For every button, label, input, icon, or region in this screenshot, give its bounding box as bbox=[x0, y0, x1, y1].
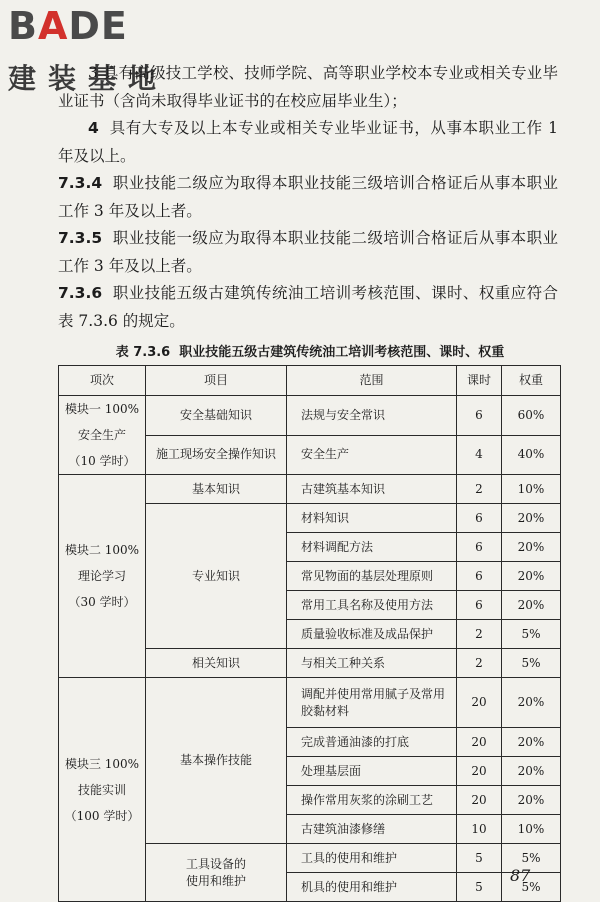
paragraph-item-4: 4 具有大专及以上本专业或相关专业毕业证书，从事本职业工作 1 年及以上。 bbox=[58, 119, 559, 165]
table-caption: 表 7.3.6 职业技能五级古建筑传统油工培训考核范围、课时、权重 bbox=[115, 345, 505, 360]
weight-cell: 5% bbox=[502, 620, 561, 649]
hours-cell: 6 bbox=[457, 533, 502, 562]
weight-cell: 20% bbox=[502, 562, 561, 591]
hours-cell: 6 bbox=[457, 591, 502, 620]
item-cell: 相关知识 bbox=[146, 649, 287, 678]
item-cell: 基本知识 bbox=[146, 475, 287, 504]
scope-cell: 处理基层面 bbox=[287, 757, 457, 786]
scope-cell: 法规与安全常识 bbox=[287, 396, 457, 436]
hours-cell: 5 bbox=[457, 844, 502, 873]
scope-cell: 安全生产 bbox=[287, 435, 457, 475]
logo-subtitle: 建装基地 bbox=[8, 62, 169, 95]
hours-cell: 10 bbox=[457, 815, 502, 844]
scope-cell: 古建筑油漆修缮 bbox=[287, 815, 457, 844]
clause-7-3-4: 7.3.4 职业技能二级应为取得本职业技能三级培训合格证后从事本职业工作 3 年及以上者。 bbox=[58, 174, 558, 220]
weight-cell: 5% bbox=[502, 649, 561, 678]
page-number: 87 bbox=[510, 866, 531, 885]
table-row bbox=[59, 396, 561, 436]
hours-cell: 6 bbox=[457, 396, 502, 436]
scope-cell: 完成普通油漆的打底 bbox=[287, 728, 457, 757]
weight-cell: 5% bbox=[502, 873, 561, 902]
hours-cell: 20 bbox=[457, 786, 502, 815]
weight-cell: 10% bbox=[502, 475, 561, 504]
body-text bbox=[58, 60, 558, 335]
scope-cell: 常用工具名称及使用方法 bbox=[287, 591, 457, 620]
col-header-item: 项目 bbox=[146, 366, 287, 396]
item-cell: 安全基础知识 bbox=[146, 396, 287, 436]
weight-cell: 20% bbox=[502, 728, 561, 757]
weight-cell: 20% bbox=[502, 591, 561, 620]
item-cell: 专业知识 bbox=[146, 504, 287, 649]
table-row bbox=[59, 678, 561, 728]
weight-cell: 20% bbox=[502, 504, 561, 533]
col-header-scope: 范围 bbox=[287, 366, 457, 396]
weight-cell: 20% bbox=[502, 757, 561, 786]
weight-cell: 40% bbox=[502, 435, 561, 475]
weight-cell: 5% bbox=[502, 844, 561, 873]
hours-cell: 20 bbox=[457, 678, 502, 728]
weight-cell: 10% bbox=[502, 815, 561, 844]
hours-cell: 5 bbox=[457, 873, 502, 902]
col-header-hours: 课时 bbox=[457, 366, 502, 396]
scope-cell: 材料调配方法 bbox=[287, 533, 457, 562]
module-cell: 模块三 100% 技能实训 （100 学时） bbox=[59, 678, 146, 902]
hours-cell: 20 bbox=[457, 728, 502, 757]
module-cell: 模块一 100% 安全生产 （10 学时） bbox=[59, 396, 146, 475]
brand-logo bbox=[8, 4, 169, 95]
scope-cell: 机具的使用和维护 bbox=[287, 873, 457, 902]
paragraph-item-3: 3 具有高级技工学校、技师学院、高等职业学校本专业或相关专业毕业证书（含尚未取得毕业证书的在校应届毕业生）； bbox=[58, 64, 558, 110]
scope-cell: 工具的使用和维护 bbox=[287, 844, 457, 873]
scope-cell: 调配并使用常用腻子及常用胶黏材料 bbox=[287, 678, 457, 728]
scope-cell: 古建筑基本知识 bbox=[287, 475, 457, 504]
logo-wordmark: BADE bbox=[8, 4, 128, 48]
scope-cell: 常见物面的基层处理原则 bbox=[287, 562, 457, 591]
hours-cell: 6 bbox=[457, 504, 502, 533]
col-header-weight: 权重 bbox=[502, 366, 561, 396]
clause-7-3-6: 7.3.6 职业技能五级古建筑传统油工培训考核范围、课时、权重应符合表 7.3.6 的规定。 bbox=[58, 284, 558, 330]
hours-cell: 6 bbox=[457, 562, 502, 591]
weight-cell: 20% bbox=[502, 533, 561, 562]
hours-cell: 2 bbox=[457, 649, 502, 678]
weight-cell: 60% bbox=[502, 396, 561, 436]
table-row bbox=[59, 475, 561, 504]
module-cell: 模块二 100% 理论学习 （30 学时） bbox=[59, 475, 146, 678]
training-table bbox=[58, 365, 561, 902]
weight-cell: 20% bbox=[502, 786, 561, 815]
hours-cell: 2 bbox=[457, 620, 502, 649]
hours-cell: 2 bbox=[457, 475, 502, 504]
scope-cell: 操作常用灰浆的涂刷工艺 bbox=[287, 786, 457, 815]
hours-cell: 20 bbox=[457, 757, 502, 786]
hours-cell: 4 bbox=[457, 435, 502, 475]
item-cell: 基本操作技能 bbox=[146, 678, 287, 844]
scope-cell: 质量验收标准及成品保护 bbox=[287, 620, 457, 649]
item-cell: 工具设备的 使用和维护 bbox=[146, 844, 287, 902]
scope-cell: 材料知识 bbox=[287, 504, 457, 533]
clause-7-3-5: 7.3.5 职业技能一级应为取得本职业技能二级培训合格证后从事本职业工作 3 年及以上者。 bbox=[58, 229, 558, 275]
weight-cell: 20% bbox=[502, 678, 561, 728]
table-header-row bbox=[59, 366, 561, 396]
item-cell: 施工现场安全操作知识 bbox=[146, 435, 287, 475]
col-header-module: 项次 bbox=[59, 366, 146, 396]
scope-cell: 与相关工种关系 bbox=[287, 649, 457, 678]
